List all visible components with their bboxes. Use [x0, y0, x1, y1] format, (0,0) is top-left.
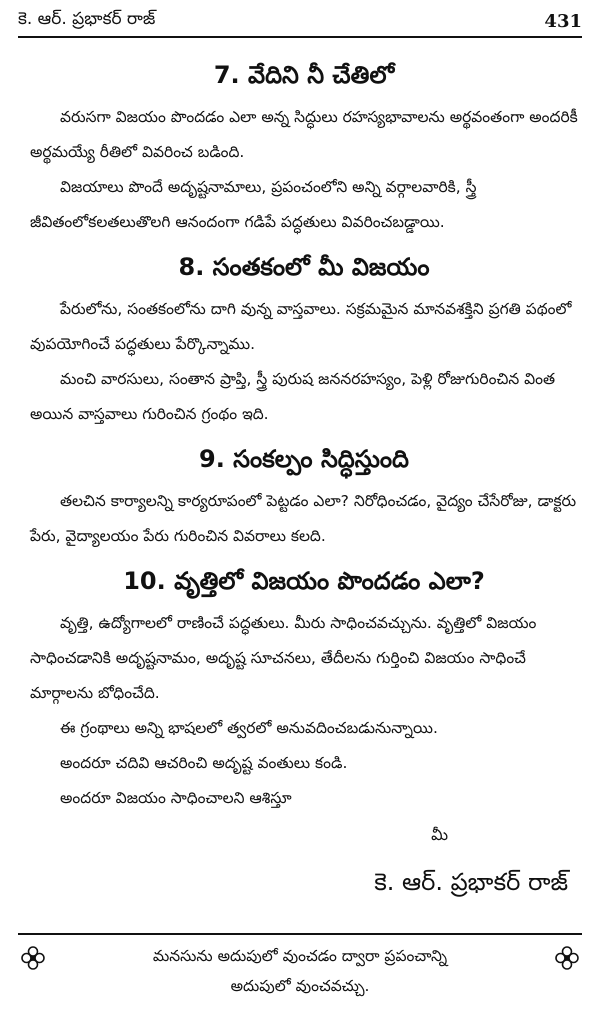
- section-title: 9. సంకల్పం సిద్ధిస్తుంది: [199, 445, 409, 473]
- paragraph: తలచిన కార్యాలన్ని కార్యరూపంలో పెట్టడం ఎలా? నిరోధించడం, వైద్యం చేసేరోజు, డాక్టరు పేరు, వైద్యాలయం పేరు గురించిన వివరాలు కలది.: [30, 492, 577, 545]
- signature-block: [30, 820, 578, 900]
- paragraph: మంచి వారసులు, సంతాన ప్రాప్తి, స్త్రీ పురుష జననరహస్యం, పెళ్లి రోజుగురించిన వింత అయిన వాస్తవాలు గురించిన గ్రంథం ఇది.: [30, 370, 556, 423]
- page-content: [30, 48, 578, 900]
- footer-quote: [78, 941, 522, 1001]
- signature-closing: మీ: [431, 825, 448, 844]
- section-10: [30, 564, 578, 816]
- paragraph: పేరులోను, సంతకంలోను దాగి వున్న వాస్తవాలు. సక్రమమైన మానవశక్తిని ప్రగతి పథంలో వుపయోగించే పద్ధతులు పేర్కొన్నాము.: [30, 300, 572, 353]
- header-author: కె. ఆర్. ప్రభాకర్ రాజ్: [18, 9, 156, 29]
- paragraph: అందరూ చదివి ఆచరించి అదృష్ట వంతులు కండి.: [60, 754, 348, 772]
- paragraph: వృత్తి, ఉద్యోగాలలో రాణించే పద్ధతులు. మీరు సాధించవచ్చును. వృత్తిలో విజయం సాధించడానికి అదృష్టనామం, అదృష్ట సూచనలు, తేదీలను గుర్తించి విజయం సాధించే మార్గాలను బోధించేది.: [30, 614, 537, 702]
- paragraph: అందరూ విజయం సాధించాలని ఆశిస్తూ: [60, 789, 292, 807]
- footer-quote-box: [18, 933, 582, 1007]
- section-title: 10. వృత్తిలో విజయం పొందడం ఎలా?: [123, 567, 485, 595]
- section-7: [30, 58, 578, 240]
- section-8: [30, 250, 578, 432]
- paragraph: వరుసగా విజయం పొందడం ఎలా అన్న సిద్ధులు రహస్యభావాలను అర్థవంతంగా అందరికీ అర్థమయ్యే రీతిలో వివరించ బడింది.: [30, 108, 578, 161]
- flower-icon: [20, 945, 46, 971]
- running-header: [18, 6, 582, 38]
- signature-name: కె. ఆర్. ప్రభాకర్ రాజ్: [374, 868, 568, 896]
- paragraph: ఈ గ్రంథాలు అన్ని భాషలలో త్వరలో అనువదించబడునున్నాయి.: [60, 719, 438, 737]
- quote-line: అదుపులో వుంచవచ్చు.: [230, 977, 370, 995]
- section-title: 8. సంతకంలో మీ విజయం: [178, 253, 430, 281]
- section-title: 7. వేదిని నీ చేతిలో: [213, 61, 395, 89]
- quote-line: మనసును అదుపులో వుంచడం ద్వారా ప్రపంచాన్ని: [152, 947, 448, 965]
- section-9: [30, 442, 578, 554]
- flower-icon: [554, 945, 580, 971]
- paragraph: విజయాలు పొందే అదృష్టనామాలు, ప్రపంచంలోని అన్ని వర్గాలవారికి, స్త్రీ జీవితంలోకలతలుతొలగి ఆనందంగా గడిపే పద్ధతులు వివరించబడ్డాయి.: [30, 178, 477, 231]
- page-number: 431: [544, 10, 582, 32]
